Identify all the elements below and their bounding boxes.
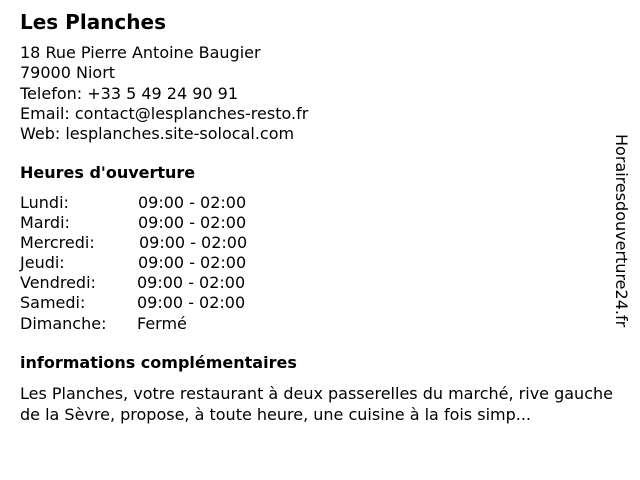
day-label: Dimanche: xyxy=(20,313,107,333)
hours-title: Heures d'ouverture xyxy=(20,163,196,182)
time-value: Fermé xyxy=(137,313,187,333)
day-label: Lundi: xyxy=(20,193,69,212)
time-value: 09:00 - 02:00 xyxy=(137,273,246,293)
day-label: Samedi: xyxy=(20,293,86,313)
day-label: Jeudi: xyxy=(20,253,65,273)
time-value: 09:00 - 02:00 xyxy=(137,293,246,313)
time-value: 09:00 - 02:00 xyxy=(138,193,247,212)
day-label: Mercredi: xyxy=(20,233,95,253)
time-value: 09:00 - 02:00 xyxy=(138,213,247,233)
email: Email: contact@lesplanches-resto.fr xyxy=(20,103,309,123)
info-title: informations complémentaires xyxy=(20,353,297,372)
street-address: 18 Rue Pierre Antoine Baugier xyxy=(20,43,261,62)
business-name: Les Planches xyxy=(20,10,166,34)
website: Web: lesplanches.site-solocal.com xyxy=(20,124,295,144)
time-value: 09:00 - 02:00 xyxy=(139,233,248,253)
city: 79000 Niort xyxy=(20,63,116,83)
contact-block xyxy=(20,43,308,144)
day-label: Mardi: xyxy=(20,213,70,233)
info-description: Les Planches, votre restaurant à deux passerelles du marché, rive gauche de la Sèvre, propose, à toute heure, une cuisine à la fois simp... xyxy=(20,384,613,424)
watermark-text: Horairesdouverture24.fr xyxy=(612,134,631,328)
day-label: Vendredi: xyxy=(20,273,96,293)
time-value: 09:00 - 02:00 xyxy=(138,253,247,273)
phone: Telefon: +33 5 49 24 90 91 xyxy=(20,83,239,103)
